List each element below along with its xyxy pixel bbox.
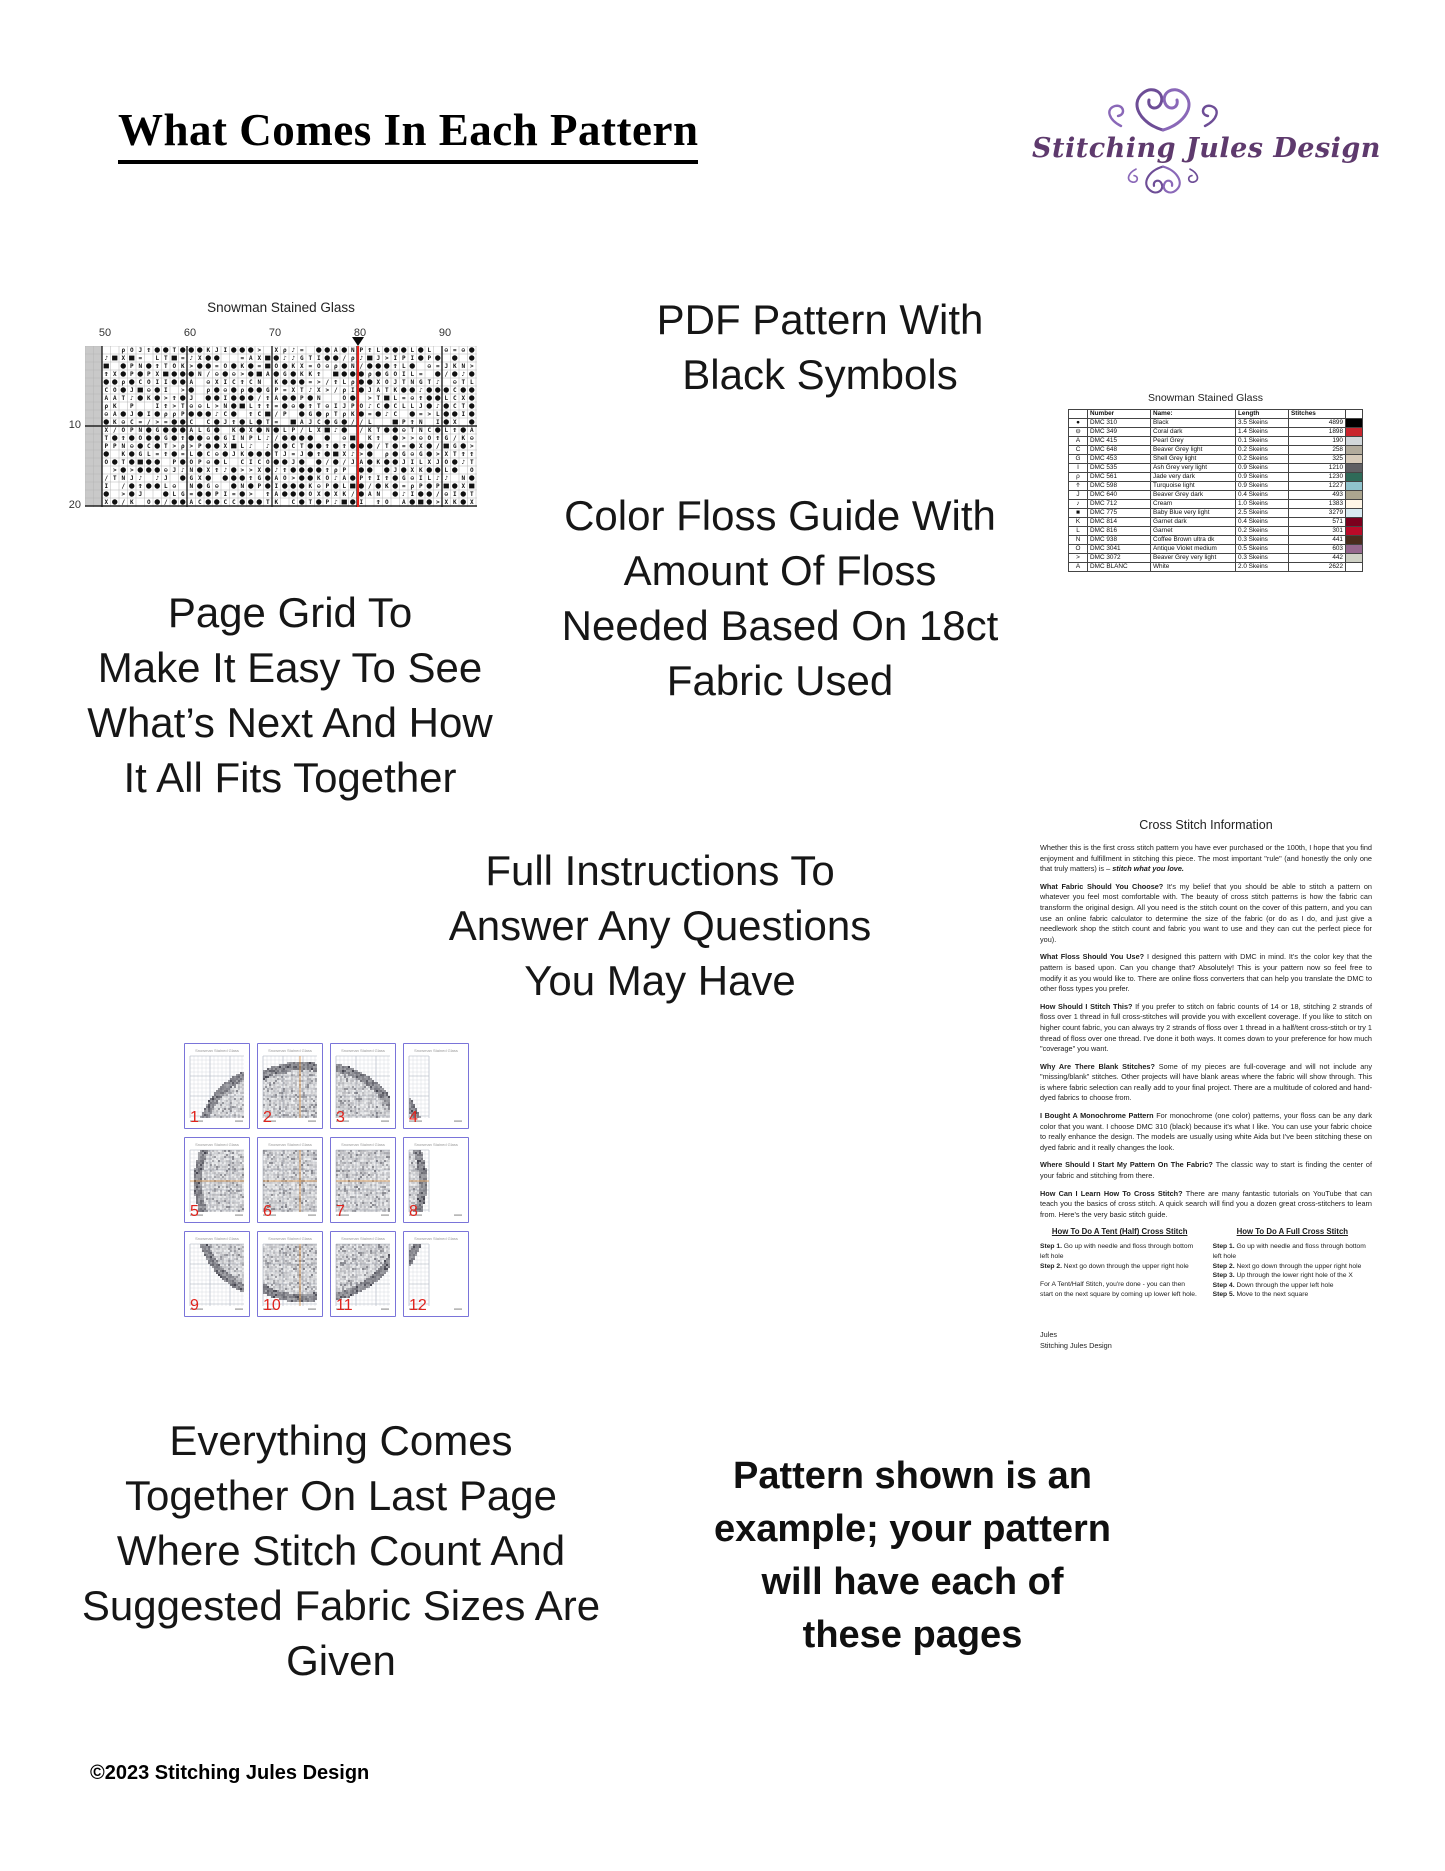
floss-header-cell: Name: <box>1151 410 1236 419</box>
floss-stitches-cell: 190 <box>1289 437 1346 446</box>
chart-title: Snowman Stained Glass <box>207 300 355 315</box>
stitch-guide-step: Step 1. Go up with needle and floss through bottom left hole <box>1040 1243 1194 1260</box>
caption-line: Pattern shown is an <box>733 1455 1092 1497</box>
floss-name-cell: Beaver Grey dark <box>1151 491 1236 500</box>
stitch-guide-note: For A Tent/Half Stitch, you're done - you can then start on the next square by coming up lower left hole. <box>1040 1281 1197 1298</box>
doc-signature <box>1040 1330 1372 1351</box>
page-tile-number: 11 <box>336 1297 353 1314</box>
floss-swatch <box>1346 500 1363 509</box>
floss-name-cell: Ash Grey very light <box>1151 464 1236 473</box>
floss-row <box>1069 563 1363 572</box>
floss-swatch <box>1346 419 1363 428</box>
doc-paragraph: How Can I Learn How To Cross Stitch? There are many fantastic tutorials on YouTube that can teach you the basics of cross stitch. A quick search will find you a dozen great cross-stitchers to learn from. Here's the very basic stitch guide. <box>1040 1188 1372 1219</box>
floss-stitches-cell: 1230 <box>1289 473 1346 482</box>
floss-swatch <box>1346 473 1363 482</box>
center-marker-icon <box>352 337 364 346</box>
floss-name-cell: Cream <box>1151 500 1236 509</box>
caption-line: Amount Of Floss <box>623 547 937 594</box>
floss-symbol-cell: L <box>1069 527 1088 536</box>
floss-length-cell: 0.3 Skeins <box>1236 536 1289 545</box>
doc-paragraph-lead: Where Should I Start My Pattern On The Fabric? <box>1040 1160 1216 1170</box>
doc-paragraph: I Bought A Monochrome Pattern For monochrome (one color) patterns, your floss can be any dark color that you want. I choose DMC 310 (black) because it's what I like. You can use your fabric choice to really enhance the design. The models are usually using white Aida but I've been stitching these on dyed fabric and it really changes the look. <box>1040 1111 1372 1152</box>
floss-symbol-cell: I <box>1069 464 1088 473</box>
floss-length-cell: 1.4 Skeins <box>1236 428 1289 437</box>
floss-number-cell: DMC 561 <box>1088 473 1151 482</box>
floss-number-cell: DMC 453 <box>1088 455 1151 464</box>
floss-row <box>1069 527 1363 536</box>
stitch-guide-step: Step 1. Go up with needle and floss through bottom left hole <box>1212 1243 1366 1260</box>
stitch-guide-title: How To Do A Full Cross Stitch <box>1236 1227 1349 1237</box>
floss-number-cell: DMC 712 <box>1088 500 1151 509</box>
floss-table <box>1068 409 1363 572</box>
stitch-guide-step: Step 3. Up through the lower right hole of the X <box>1212 1272 1353 1280</box>
floss-header-cell: Length <box>1236 410 1289 419</box>
chart-col-label: 90 <box>438 327 452 339</box>
page-tile <box>257 1231 323 1317</box>
stitch-guide-title: How To Do A Tent (Half) Cross Stitch <box>1051 1227 1188 1237</box>
floss-symbol-cell: G <box>1069 455 1088 464</box>
floss-header-cell <box>1346 410 1363 419</box>
step-label: Step 2. <box>1212 1262 1237 1270</box>
doc-paragraph-lead: How Can I Learn How To Cross Stitch? <box>1040 1188 1186 1198</box>
floss-stitches-cell: 3279 <box>1289 509 1346 518</box>
page-tile <box>184 1137 250 1223</box>
stitch-guide-column <box>1213 1227 1372 1300</box>
chart-grid-canvas <box>85 346 477 507</box>
stitch-guide-column <box>1040 1227 1199 1300</box>
floss-name-cell: Shell Grey light <box>1151 455 1236 464</box>
floss-length-cell: 0.4 Skeins <box>1236 518 1289 527</box>
caption-line: Page Grid To <box>167 589 413 636</box>
floss-swatch <box>1346 455 1363 464</box>
caption-line: What’s Next And How <box>87 699 493 746</box>
floss-symbol-cell: K <box>1069 518 1088 527</box>
signature-line: Jules <box>1040 1329 1058 1339</box>
caption-floss-guide <box>545 488 1015 708</box>
brand-name: Stitching Jules Design <box>1032 133 1381 164</box>
step-label: Step 1. <box>1212 1243 1237 1251</box>
floss-name-cell: White <box>1151 563 1236 572</box>
floss-row <box>1069 464 1363 473</box>
floss-swatch <box>1346 536 1363 545</box>
floss-symbol-cell: ρ <box>1069 473 1088 482</box>
floss-stitches-cell: 1227 <box>1289 482 1346 491</box>
floss-length-cell: 0.2 Skeins <box>1236 455 1289 464</box>
floss-header-cell: Stitches <box>1289 410 1346 419</box>
doc-paragraph-emphasis: stitch what you love. <box>1112 864 1184 874</box>
floss-length-cell: 0.9 Skeins <box>1236 473 1289 482</box>
page-title: What Comes In Each Pattern <box>118 106 698 164</box>
floss-name-cell: Beaver Grey very light <box>1151 554 1236 563</box>
floss-symbol-cell: C <box>1069 446 1088 455</box>
page-tile <box>257 1137 323 1223</box>
floss-name-cell: Garnet dark <box>1151 518 1236 527</box>
floss-row <box>1069 473 1363 482</box>
page-tile-number: 1 <box>190 1109 199 1126</box>
floss-number-cell: DMC 640 <box>1088 491 1151 500</box>
floss-number-cell: DMC 3072 <box>1088 554 1151 563</box>
floss-length-cell: 2.0 Skeins <box>1236 563 1289 572</box>
floss-stitches-cell: 441 <box>1289 536 1346 545</box>
floss-number-cell: DMC 816 <box>1088 527 1151 536</box>
floss-number-cell: DMC 598 <box>1088 482 1151 491</box>
page-tile <box>330 1137 396 1223</box>
caption-line: will have each of <box>761 1561 1064 1603</box>
floss-stitches-cell: 571 <box>1289 518 1346 527</box>
floss-length-cell: 1.0 Skeins <box>1236 500 1289 509</box>
floss-row <box>1069 455 1363 464</box>
step-label: Step 1. <box>1040 1243 1064 1251</box>
step-label: Step 5. <box>1212 1291 1237 1299</box>
floss-name-cell: Baby Blue very light <box>1151 509 1236 518</box>
doc-paragraph: What Fabric Should You Choose? It's my belief that you should be able to stitch a pattern on whatever you feel most comfortable with. The beauty of cross stitch patterns is how the fabric can transform the original design. All you need is the stitch count on the cover of this pattern, and you can use an online fabric calculator to determine the size of the fabric (or do as I do, and just give a needlework shop the stitch count and fabric you want to use and they can cut the perfect piece for you). <box>1040 881 1372 944</box>
page-tile-number: 7 <box>336 1203 345 1220</box>
floss-stitches-cell: 258 <box>1289 446 1346 455</box>
floss-stitches-cell: 2622 <box>1289 563 1346 572</box>
floss-symbol-cell: J <box>1069 491 1088 500</box>
floss-length-cell: 0.9 Skeins <box>1236 482 1289 491</box>
floss-stitches-cell: 325 <box>1289 455 1346 464</box>
doc-paragraph-lead: What Fabric Should You Choose? <box>1040 881 1167 891</box>
floss-swatch <box>1346 554 1363 563</box>
floss-row <box>1069 428 1363 437</box>
chart-col-label: 80 <box>353 327 367 339</box>
page-tile <box>403 1231 469 1317</box>
flourish-bottom-icon <box>1108 164 1218 200</box>
page-tile-number: 3 <box>336 1109 345 1126</box>
cross-stitch-info-doc <box>1040 818 1372 1351</box>
floss-stitches-cell: 442 <box>1289 554 1346 563</box>
floss-symbol-cell: N <box>1069 536 1088 545</box>
stitch-guide-step: Step 2. Next go down through the upper right hole <box>1040 1262 1189 1270</box>
caption-line: example; your pattern <box>714 1508 1111 1550</box>
floss-swatch <box>1346 518 1363 527</box>
floss-stitches-cell: 493 <box>1289 491 1346 500</box>
floss-symbol-cell: ● <box>1069 419 1088 428</box>
floss-header-row <box>1069 410 1363 419</box>
floss-name-cell: Black <box>1151 419 1236 428</box>
stitch-guide-step: Step 4. Down through the upper left hole <box>1212 1281 1334 1289</box>
chart-col-label: 70 <box>268 327 282 339</box>
doc-paragraph-lead: What Floss Should You Use? <box>1040 952 1147 962</box>
floss-row <box>1069 518 1363 527</box>
floss-name-cell: Pearl Grey <box>1151 437 1236 446</box>
floss-name-cell: Garnet <box>1151 527 1236 536</box>
floss-number-cell: DMC 648 <box>1088 446 1151 455</box>
stitch-guide-step: Step 2. Next go down through the upper right hole <box>1212 1262 1362 1270</box>
doc-paragraphs <box>1040 843 1372 1220</box>
chart-row-label: 10 <box>68 419 81 431</box>
floss-symbol-cell: Ϯ <box>1069 482 1088 491</box>
floss-swatch <box>1346 428 1363 437</box>
floss-number-cell: DMC 938 <box>1088 536 1151 545</box>
page-tile-number: 10 <box>263 1297 281 1314</box>
stitch-guide-step: Step 5. Move to the next square <box>1212 1291 1309 1299</box>
floss-symbol-cell: A <box>1069 563 1088 572</box>
caption-line: Color Floss Guide With <box>564 492 996 539</box>
floss-length-cell: 3.5 Skeins <box>1236 419 1289 428</box>
caption-example-note <box>690 1450 1135 1662</box>
floss-length-cell: 0.2 Skeins <box>1236 527 1289 536</box>
floss-length-cell: 0.4 Skeins <box>1236 491 1289 500</box>
floss-symbol-cell: > <box>1069 554 1088 563</box>
floss-length-cell: 0.1 Skeins <box>1236 437 1289 446</box>
floss-header-cell: Number <box>1088 410 1151 419</box>
caption-line: It All Fits Together <box>123 754 457 801</box>
chart-col-label: 60 <box>183 327 197 339</box>
caption-line: Needed Based On 18ct <box>561 602 999 649</box>
floss-row <box>1069 446 1363 455</box>
page-grid-preview <box>184 1043 469 1317</box>
caption-pdf-pattern <box>540 292 1100 402</box>
floss-swatch <box>1346 464 1363 473</box>
step-label: Step 4. <box>1212 1281 1237 1289</box>
caption-instructions <box>425 843 895 1008</box>
floss-stitches-cell: 1383 <box>1289 500 1346 509</box>
floss-row <box>1069 545 1363 554</box>
page-tile-number: 8 <box>409 1203 418 1220</box>
floss-length-cell: 0.9 Skeins <box>1236 464 1289 473</box>
caption-line: PDF Pattern With <box>656 296 984 343</box>
page-tile-number: 4 <box>409 1109 418 1126</box>
caption-line: Suggested Fabric Sizes Are <box>81 1582 601 1629</box>
doc-paragraph: What Floss Should You Use? I designed this pattern with DMC in mind. It's the color key that the pattern is based upon. Can you change that? Absolutely! This is your pattern now so feel free to modify it as you would like to. There are online floss converters that can help you translate the DMC to other floss types you prefer. <box>1040 952 1373 994</box>
floss-length-cell: 0.2 Skeins <box>1236 446 1289 455</box>
floss-name-cell: Turquoise light <box>1151 482 1236 491</box>
page-tile <box>184 1231 250 1317</box>
floss-stitches-cell: 1210 <box>1289 464 1346 473</box>
page-tile-number: 6 <box>263 1203 272 1220</box>
doc-paragraph: Why Are There Blank Stitches? Some of my pieces are full-coverage and will not include any "missing/blank" stitches. Other projects will have blank areas where the fabric will show through. This is where fabric selection can really add to your final project. There are a multitude of colored and hand-dyed fabrics to choose from. <box>1040 1061 1372 1103</box>
caption-line: Make It Easy To See <box>97 644 483 691</box>
floss-swatch <box>1346 563 1363 572</box>
floss-stitches-cell: 301 <box>1289 527 1346 536</box>
step-label: Step 2. <box>1040 1262 1064 1270</box>
floss-header-cell <box>1069 410 1088 419</box>
floss-symbol-cell: A <box>1069 437 1088 446</box>
floss-length-cell: 0.3 Skeins <box>1236 554 1289 563</box>
floss-row <box>1069 482 1363 491</box>
floss-stitches-cell: 1898 <box>1289 428 1346 437</box>
pattern-chart-preview <box>68 300 481 511</box>
floss-name-cell: Coral dark <box>1151 428 1236 437</box>
page-tile-number: 5 <box>190 1203 199 1220</box>
caption-line: You May Have <box>524 957 796 1004</box>
floss-swatch <box>1346 527 1363 536</box>
floss-row <box>1069 419 1363 428</box>
page-tile-number: 12 <box>409 1297 427 1314</box>
flourish-top-icon <box>1097 78 1229 134</box>
doc-paragraph: Where Should I Start My Pattern On The Fabric? The classic way to start is finding the center of your fabric and stitching from there. <box>1040 1160 1372 1181</box>
doc-paragraph-lead: I Bought A Monochrome Pattern <box>1040 1111 1157 1121</box>
chart-col-label: 50 <box>98 327 112 339</box>
floss-number-cell: DMC 349 <box>1088 428 1151 437</box>
step-label: Step 3. <box>1212 1272 1237 1280</box>
page-tile <box>330 1043 396 1129</box>
page-tile <box>330 1231 396 1317</box>
floss-name-cell: Antique Violet medium <box>1151 545 1236 554</box>
doc-paragraph-lead: Why Are There Blank Stitches? <box>1040 1061 1159 1071</box>
brand-logo <box>1032 78 1381 200</box>
caption-line: these pages <box>802 1614 1023 1656</box>
floss-swatch <box>1346 491 1363 500</box>
page-tile <box>403 1137 469 1223</box>
floss-row <box>1069 437 1363 446</box>
doc-paragraph: Whether this is the first cross stitch pattern you have ever purchased or the 100th, I hope that you find enjoyment and fulfillment in stitching this piece. The most important "rule" (and honestly the only one that truly matters) is – stitch what you love. <box>1040 843 1372 874</box>
floss-row <box>1069 536 1363 545</box>
caption-line: Where Stitch Count And <box>116 1527 566 1574</box>
doc-paragraph: How Should I Stitch This? If you prefer to stitch on fabric counts of 14 or 18, stitching 2 strands of floss over 1 thread in full cross-stitches will provide you with excellent coverage. If you like to stitch on higher count fabric, you can always try 2 strands of floss over 1 thread in a half/tent cross-stitch or try 1 thread of floss over one thread. I've done it both ways. It comes down to your preference for how much "coverage" you want. <box>1040 1001 1372 1054</box>
floss-symbol-cell: ■ <box>1069 509 1088 518</box>
caption-line: Together On Last Page <box>125 1472 557 1519</box>
floss-name-cell: Jade very dark <box>1151 473 1236 482</box>
doc-paragraph-lead: How Should I Stitch This? <box>1040 1001 1136 1011</box>
floss-number-cell: DMC 415 <box>1088 437 1151 446</box>
floss-number-cell: DMC 535 <box>1088 464 1151 473</box>
floss-length-cell: 0.5 Skeins <box>1236 545 1289 554</box>
floss-number-cell: DMC 310 <box>1088 419 1151 428</box>
floss-number-cell: DMC 3041 <box>1088 545 1151 554</box>
floss-row <box>1069 500 1363 509</box>
floss-length-cell: 2.5 Skeins <box>1236 509 1289 518</box>
caption-line: Given <box>286 1637 396 1684</box>
caption-line: Answer Any Questions <box>448 902 872 949</box>
caption-last-page <box>56 1413 626 1688</box>
copyright-text: ©2023 Stitching Jules Design <box>90 1762 370 1784</box>
signature-line: Stitching Jules Design <box>1040 1340 1112 1350</box>
floss-name-cell: Beaver Grey light <box>1151 446 1236 455</box>
floss-symbol-cell: ♪ <box>1069 500 1088 509</box>
caption-page-grid <box>50 585 530 805</box>
floss-swatch <box>1346 446 1363 455</box>
floss-swatch <box>1346 545 1363 554</box>
floss-guide-title: Snowman Stained Glass <box>1148 392 1263 404</box>
floss-swatch <box>1346 437 1363 446</box>
stitch-guides <box>1040 1227 1372 1300</box>
page-tile <box>184 1043 250 1129</box>
floss-row <box>1069 554 1363 563</box>
caption-line: Fabric Used <box>666 657 894 704</box>
page-tile-number: 9 <box>190 1297 199 1314</box>
page-tile <box>257 1043 323 1129</box>
floss-stitches-cell: 4899 <box>1289 419 1346 428</box>
floss-number-cell: DMC 814 <box>1088 518 1151 527</box>
floss-name-cell: Coffee Brown ultra dk <box>1151 536 1236 545</box>
floss-symbol-cell: O <box>1069 545 1088 554</box>
floss-symbol-cell: ⊖ <box>1069 428 1088 437</box>
caption-line: Full Instructions To <box>485 847 835 894</box>
page-tile-number: 2 <box>263 1109 272 1126</box>
floss-number-cell: DMC 775 <box>1088 509 1151 518</box>
floss-swatch <box>1346 509 1363 518</box>
chart-row-label: 20 <box>68 499 81 511</box>
doc-title: Cross Stitch Information <box>1139 818 1273 832</box>
page-tile <box>403 1043 469 1129</box>
caption-line: Black Symbols <box>682 351 958 398</box>
floss-guide-table-block <box>1068 392 1343 572</box>
floss-row <box>1069 491 1363 500</box>
floss-stitches-cell: 603 <box>1289 545 1346 554</box>
floss-row <box>1069 509 1363 518</box>
caption-line: Everything Comes <box>169 1417 513 1464</box>
floss-swatch <box>1346 482 1363 491</box>
floss-number-cell: DMC BLANC <box>1088 563 1151 572</box>
